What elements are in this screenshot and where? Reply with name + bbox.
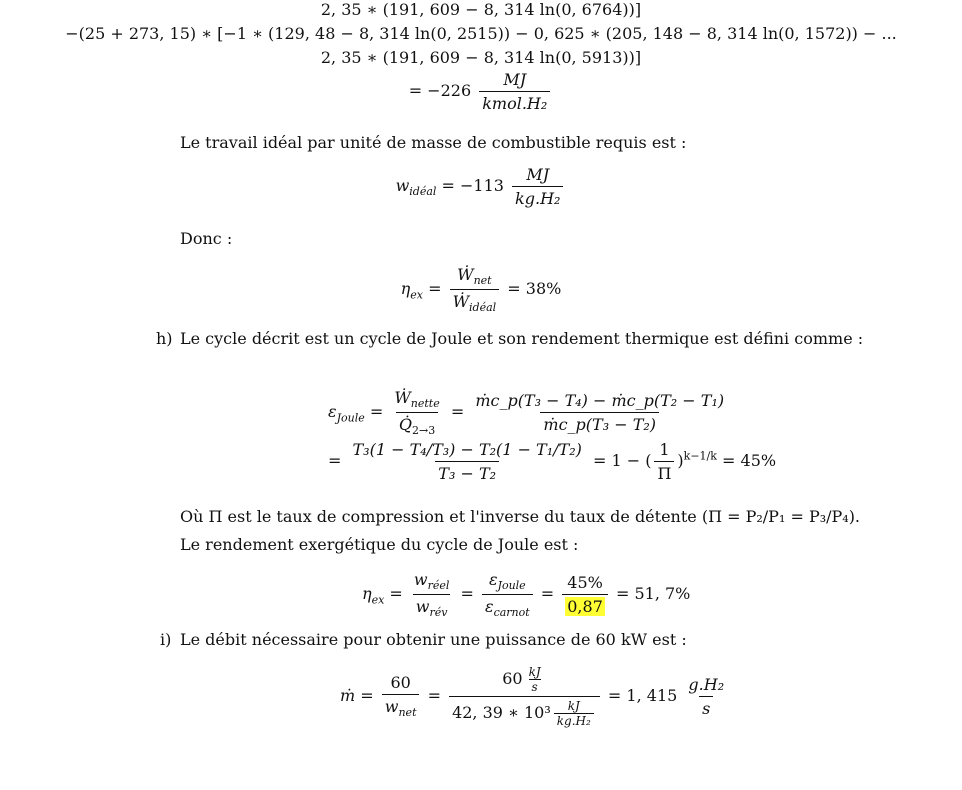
- item-h-label: h): [156, 329, 173, 348]
- equation-line-2: −(25 + 273, 15) ∗ [−1 ∗ (129, 48 − 8, 314 ln(0, 2515)) − 0, 625 ∗ (205, 148 − 8, 314 ln(0, 1572)) − ...: [65, 24, 897, 43]
- paragraph-donc: Donc :: [180, 229, 233, 248]
- equation-w-ideal: $w_{idéal} = -113$ $\frac{MJ}{\text{kg.H₂}}$: [0, 165, 962, 208]
- equation-eta-ex-51: $\eta_{ex}$ = $\frac{w_{réel}}{w_{rév}}$ = $\frac{\varepsilon_{Joule}}{\varepsilon_{carnot}}$ = $\frac{45\%}{0,87}$ = 51, 7%: [362, 570, 691, 620]
- equation-mass-flow: ṁ = $\frac{60}{w_{net}}$ = 60 $\frac{kJ}{s}$ 42, 39 ∗ 10³ $\frac{kJ}{\text{kg.H₂}}$ = 1, 415 $\frac{\text{g.H₂}}{s}$: [340, 665, 725, 728]
- item-i-text: Le débit nécessaire pour obtenir une puissance de 60 kW est :: [180, 630, 687, 649]
- highlighted-value: 0,87: [567, 597, 603, 617]
- item-h-text: Le cycle décrit est un cycle de Joule et son rendement thermique est défini comme :: [180, 329, 864, 348]
- item-i-label: i): [160, 630, 172, 649]
- paragraph-travail-ideal: Le travail idéal par unité de masse de combustible requis est :: [180, 133, 687, 152]
- equation-joule-line-1: $\varepsilon_{Joule}$ = $\frac{Ẇ_{nette}}{Q̇_{2\to 3}}$ = $\frac{\text{ṁc\_p(T₃ − T₄) − ṁc\_p(T₂ − T₁)}}{\text{ṁc\_p(T₃ − T₂)}}$: [328, 388, 725, 438]
- paragraph-pi-definition: Où Π est le taux de compression et l'inverse du taux de détente (Π = P₂/P₁ = P₃/P₄).: [180, 507, 861, 526]
- equation-line-1: 2, 35 ∗ (191, 609 − 8, 314 ln(0, 6764))]: [320, 0, 642, 19]
- paragraph-rendement-exergetique: Le rendement exergétique du cycle de Joule est :: [180, 535, 579, 554]
- equation-line-3: 2, 35 ∗ (191, 609 − 8, 314 ln(0, 5913))]: [320, 48, 642, 67]
- equation-eta-ex-38: $\eta_{ex}$ = $\frac{Ẇ_{net}}{Ẇ_{idéal}}$ = 38%: [400, 265, 562, 315]
- equation-joule-line-2: = $\frac{\text{T₃(1 − T₄/T₃) − T₂(1 − T₁/T₂)}}{\text{T₃ − T₂}}$ = 1 − ( $\frac{1}{\Pi}$ )$^{k-1/k}$ = 45%: [328, 440, 777, 483]
- equation-result-226: = −226 $\frac{MJ}{\text{kmol.H₂}}$: [0, 70, 962, 113]
